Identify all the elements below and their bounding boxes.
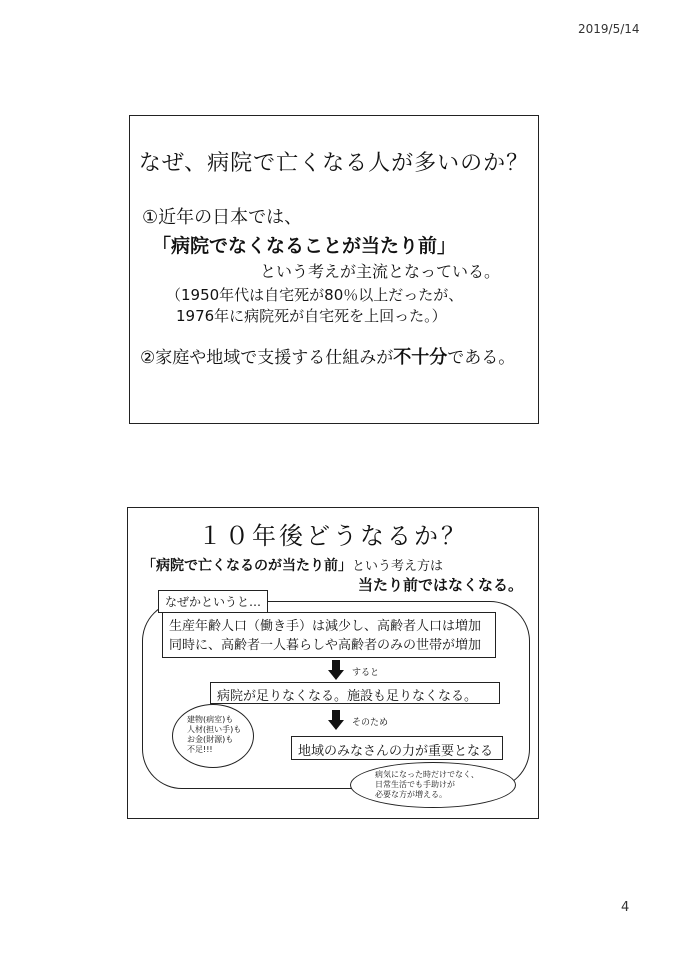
print-date: 2019/5/14	[578, 22, 640, 36]
slide2-quote-rest: という考え方は	[352, 559, 444, 574]
reason-tab-label: なぜかというと…	[158, 590, 268, 613]
slide1-point2-prefix: ②家庭や地域で支援する仕組みが	[140, 348, 394, 368]
community-box: 地域のみなさんの力が重要となる	[291, 736, 503, 760]
slide1-note-line2: 1976年に病院死が自宅死を上回った。）	[176, 307, 447, 325]
slide1-point2-suffix: である。	[447, 348, 516, 368]
slide2-conclusion: 当たり前ではなくなる。	[358, 576, 524, 594]
bubble-left-line: お金(財源)も	[187, 735, 234, 744]
arrow2-label: そのため	[352, 718, 389, 728]
bubble-left-line: 建物(病室)も	[187, 715, 234, 724]
bubble-right-line: 病気になった時だけでなく、	[375, 770, 479, 779]
slide1-title: なぜ、病院で亡くなる人が多いのか？	[138, 151, 530, 176]
down-arrow-icon	[328, 710, 344, 730]
daily-help-speech-bubble	[350, 762, 516, 808]
population-box	[162, 612, 496, 658]
bubble-right-line: 日常生活でも手助けが	[375, 780, 455, 789]
slide1-point1-quote: 「病院でなくなることが当たり前」	[152, 235, 457, 257]
slide-why-hospital-deaths	[129, 115, 539, 424]
slide2-quote-line	[142, 555, 443, 575]
slide1-point2-bold: 不十分	[393, 347, 448, 368]
shortage-box: 病院が足りなくなる。施設も足りなくなる。	[210, 682, 500, 704]
population-line2: 同時に、高齢者一人暮らしや高齢者のみの世帯が増加	[169, 638, 482, 653]
slide2-title: １０年後どうなるか？	[198, 522, 468, 550]
shortage-speech-bubble	[172, 704, 254, 768]
slide1-point1: ①近年の日本では、	[142, 207, 303, 228]
slide1-note-line1: （1950年代は自宅死が80％以上だったが、	[166, 286, 464, 304]
slide1-point1-cont: という考えが主流となっている。	[260, 262, 501, 281]
population-line1: 生産年齢人口（働き手）は減少し、高齢者人口は増加	[169, 619, 482, 634]
slide1-point2	[140, 343, 515, 369]
bubble-left-line: 人材(担い手)も	[187, 725, 242, 734]
slide2-quote-bold: 「病院で亡くなるのが当たり前」	[142, 558, 352, 574]
slide-ten-years-later	[127, 507, 539, 819]
page-number: 4	[621, 900, 630, 915]
bubble-right-line: 必要な方が増える。	[375, 790, 447, 799]
down-arrow-icon	[328, 660, 344, 680]
arrow1-label: すると	[352, 668, 380, 678]
bubble-left-line: 不足!!!	[187, 745, 213, 754]
